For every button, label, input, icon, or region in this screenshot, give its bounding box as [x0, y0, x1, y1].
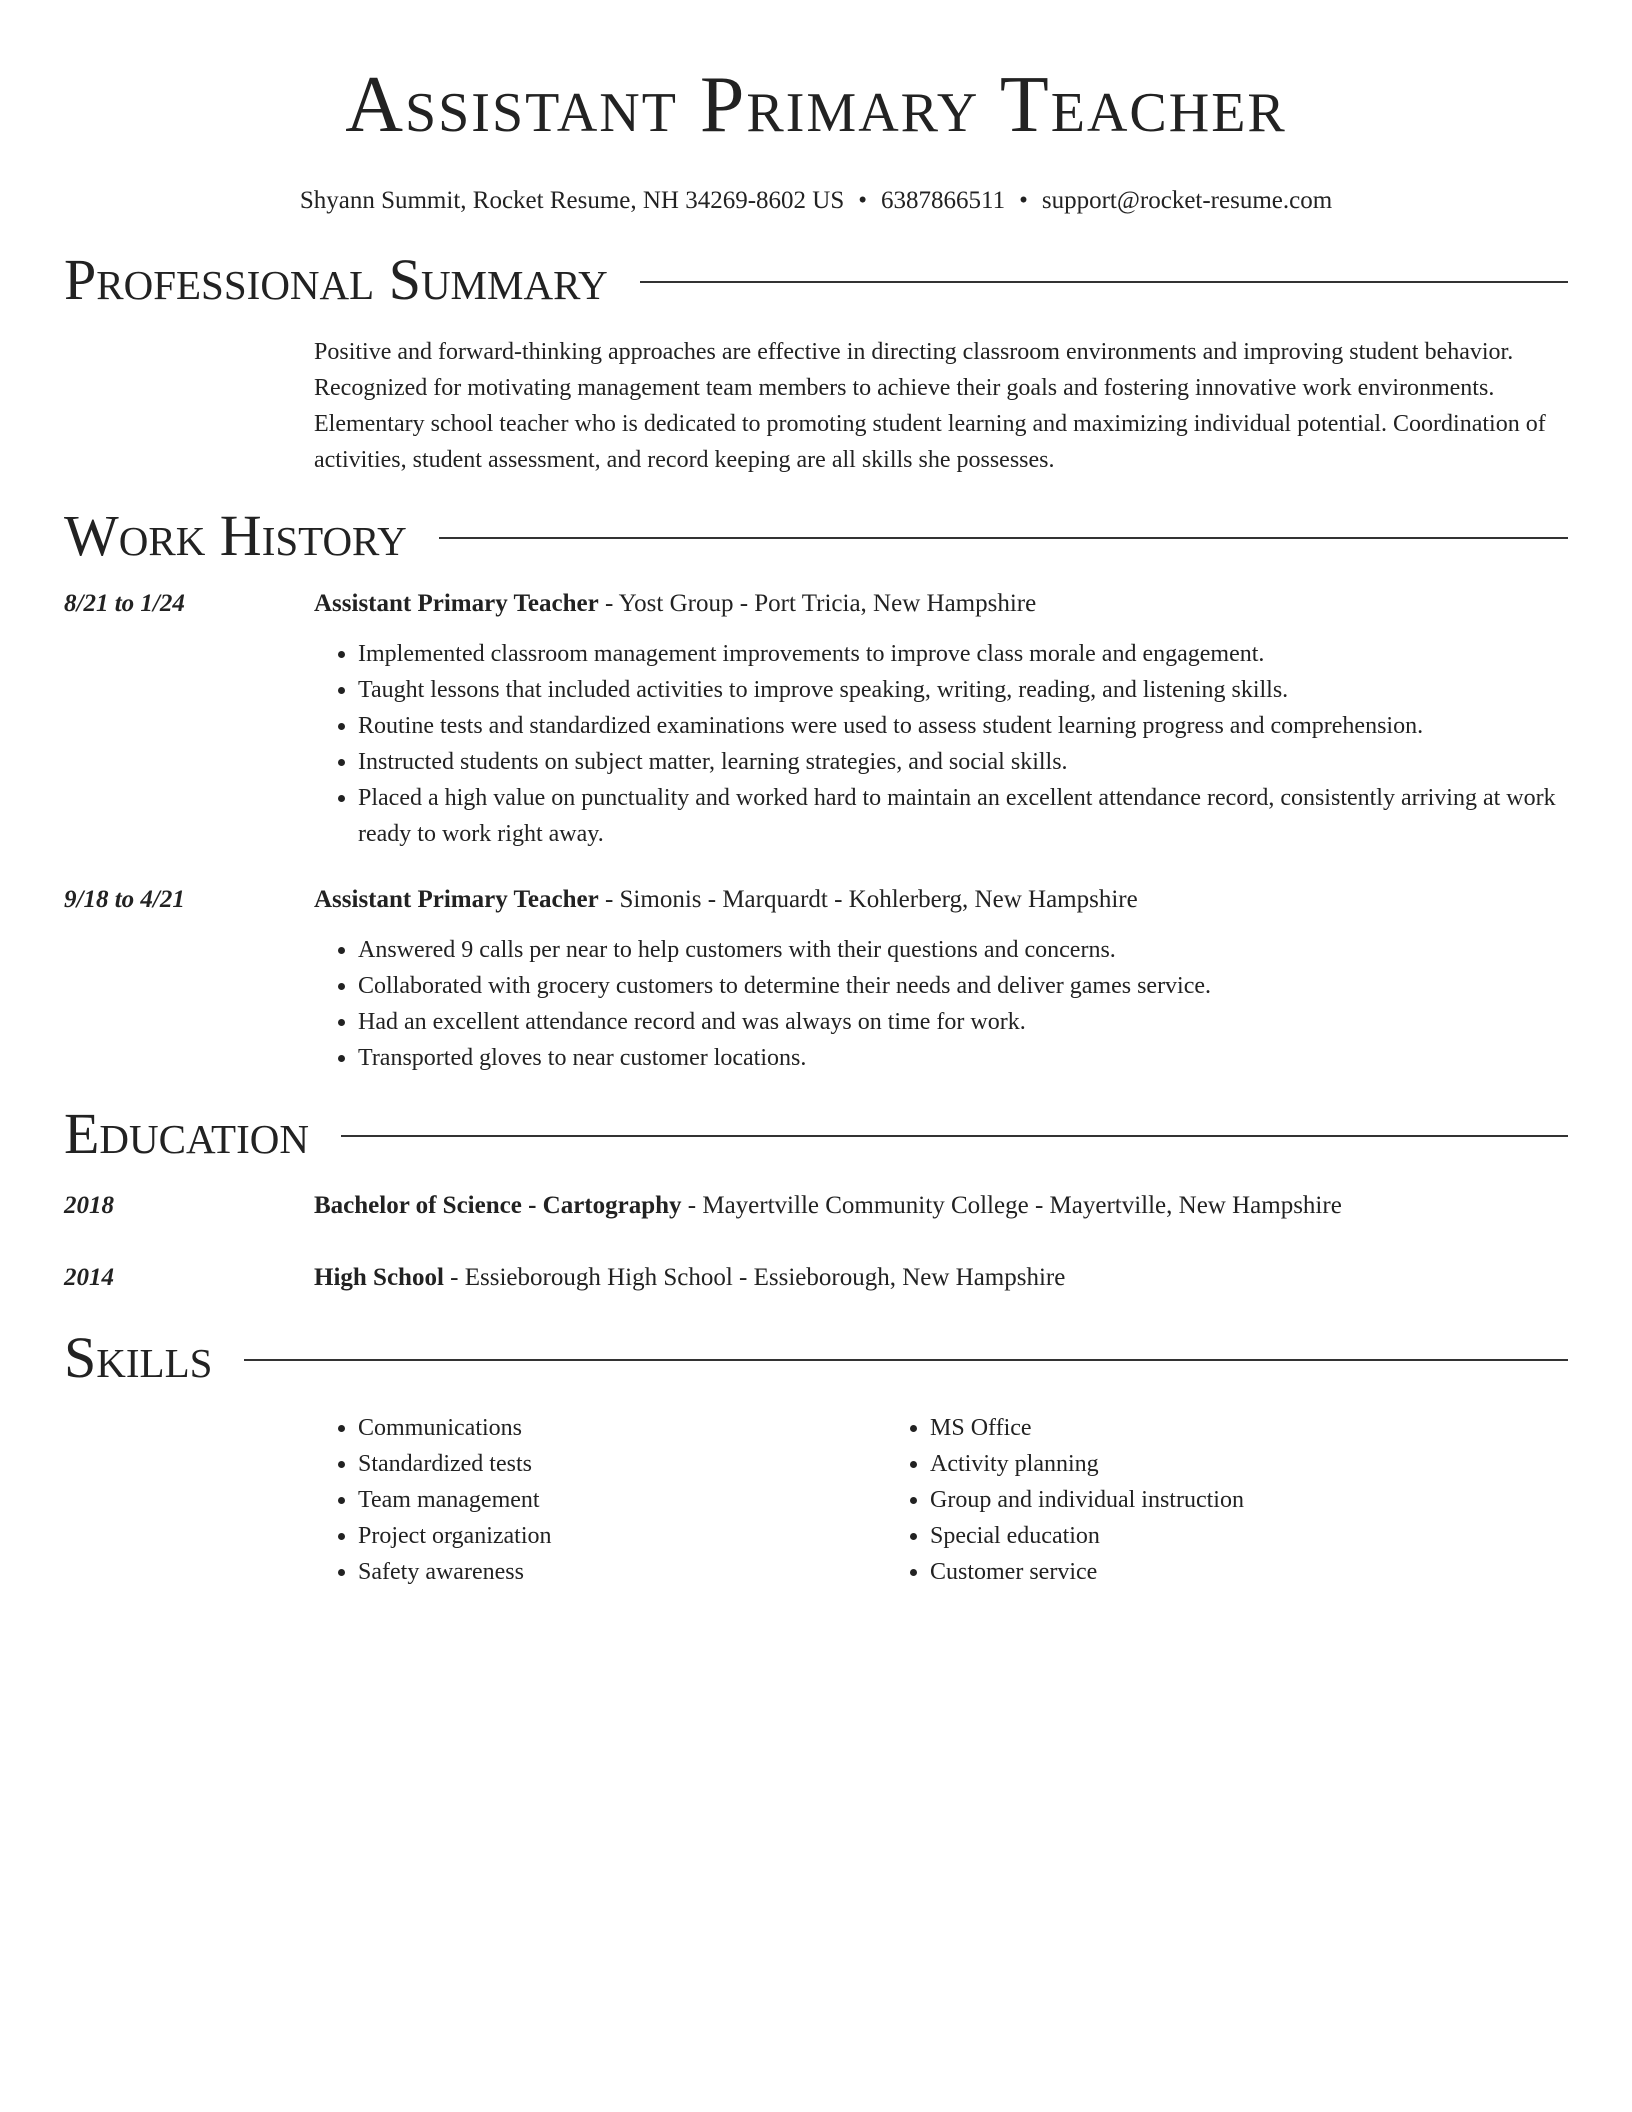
contact-email: support@rocket-resume.com: [1041, 187, 1333, 214]
education-degree: High School: [314, 1264, 444, 1291]
skills-column-right: [886, 1410, 1458, 1590]
section-title-education: Education: [64, 1101, 309, 1166]
work-dates: 8/21 to 1/24: [64, 590, 185, 617]
education-entry: [64, 1260, 1568, 1296]
education-details: - Mayertville Community College - Mayertville, New Hampshire: [681, 1192, 1342, 1219]
section-divider: [341, 1135, 1568, 1137]
contact-separator: •: [1019, 187, 1028, 214]
section-header-education: [64, 1102, 1568, 1166]
skill-item: • Customer service: [930, 1554, 1458, 1590]
section-divider: [439, 537, 1568, 539]
contact-line: [64, 186, 1568, 216]
education-year: 2018: [64, 1192, 114, 1219]
section-divider: [640, 281, 1568, 283]
section-title-work: Work History: [64, 503, 407, 568]
summary-text: Positive and forward-thinking approaches are effective in directing classroom environments and improving student behavior. Recognized for motivating management team members to achieve their goals and fostering innovative work environments. Elementary school teacher who is dedicated to promoting student learning and maximizing individual potential. Coordination of activities, student assessment, and record keeping are all skills she possesses.: [314, 339, 1546, 473]
section-divider: [244, 1359, 1568, 1361]
list-item: • Placed a high value on punctuality and worked hard to maintain an excellent attendance record, consistently arriving at work ready to work right away.: [358, 780, 1568, 852]
work-role: Assistant Primary Teacher: [314, 590, 599, 617]
skill-item: • Activity planning: [930, 1446, 1458, 1482]
list-item: • Implemented classroom management improvements to improve class morale and engagement.: [358, 636, 1568, 672]
list-item: • Routine tests and standardized examinations were used to assess student learning progress and comprehension.: [358, 708, 1568, 744]
list-item: • Taught lessons that included activities to improve speaking, writing, reading, and listening skills.: [358, 672, 1568, 708]
list-item: • Collaborated with grocery customers to determine their needs and deliver games service.: [358, 968, 1568, 1004]
list-item: • Transported gloves to near customer locations.: [358, 1040, 1568, 1076]
section-header-skills: [64, 1326, 1568, 1390]
skill-item: • Communications: [358, 1410, 886, 1446]
work-entry: [64, 586, 1568, 852]
list-item: • Instructed students on subject matter, learning strategies, and social skills.: [358, 744, 1568, 780]
education-degree: Bachelor of Science - Cartography: [314, 1192, 682, 1219]
contact-address: Shyann Summit, Rocket Resume, NH 34269-8602 US: [299, 187, 845, 214]
work-bullets: [314, 932, 1568, 1076]
work-bullets: [314, 636, 1568, 852]
skill-item: • Safety awareness: [358, 1554, 886, 1590]
work-role: Assistant Primary Teacher: [314, 886, 599, 913]
skills-column-left: [314, 1410, 886, 1590]
skill-item: • Group and individual instruction: [930, 1482, 1458, 1518]
skill-item: • Team management: [358, 1482, 886, 1518]
section-header-summary: [64, 248, 1568, 312]
contact-separator: •: [858, 187, 868, 214]
skill-item: • Standardized tests: [358, 1446, 886, 1482]
work-details: - Yost Group - Port Tricia, New Hampshire: [598, 590, 1037, 617]
work-dates: 9/18 to 4/21: [64, 886, 185, 913]
list-item: • Answered 9 calls per near to help customers with their questions and concerns.: [358, 932, 1568, 968]
skill-item: • MS Office: [930, 1410, 1458, 1446]
education-details: - Essieborough High School - Essieborough, New Hampshire: [443, 1264, 1066, 1291]
section-title-skills: Skills: [64, 1325, 213, 1390]
work-entry: [64, 882, 1568, 1076]
skill-item: • Special education: [930, 1518, 1458, 1554]
resume-name: Assistant Primary Teacher: [345, 61, 1287, 149]
section-header-work: [64, 504, 1568, 568]
list-item: • Had an excellent attendance record and was always on time for work.: [358, 1004, 1568, 1040]
education-year: 2014: [64, 1264, 114, 1291]
work-details: - Simonis - Marquardt - Kohlerberg, New Hampshire: [598, 886, 1138, 913]
education-entry: [64, 1188, 1568, 1224]
skill-item: • Project organization: [358, 1518, 886, 1554]
section-title-summary: Professional Summary: [64, 247, 608, 312]
contact-phone: 6387866511: [881, 187, 1006, 214]
skills-list: [314, 1410, 1568, 1590]
